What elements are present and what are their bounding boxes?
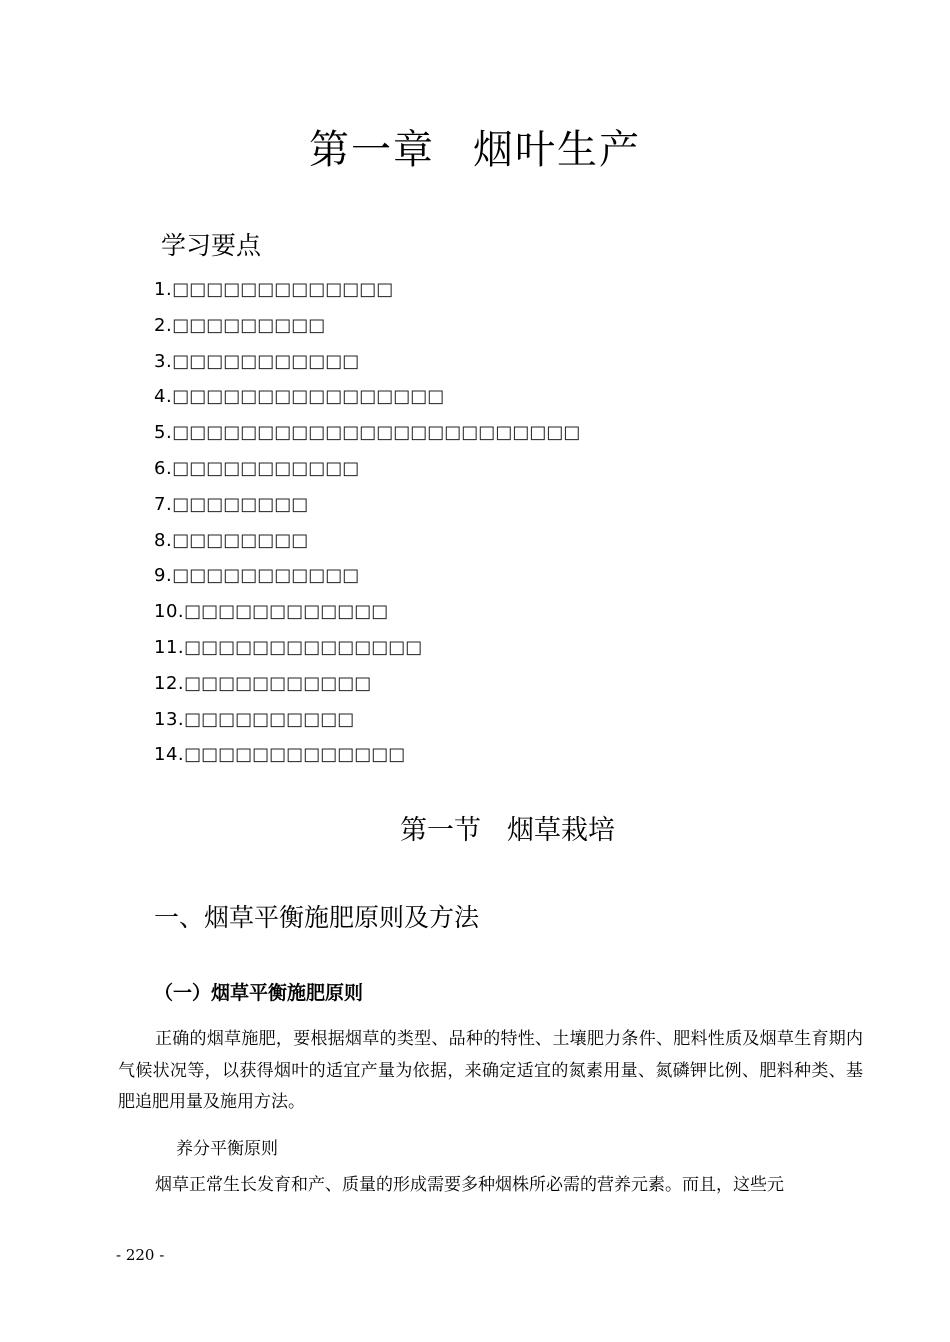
list-item: 9.□□□□□□□□□□□ bbox=[154, 565, 360, 587]
list-item: 3.□□□□□□□□□□□ bbox=[154, 350, 360, 372]
list-item: 8.□□□□□□□□ bbox=[154, 529, 309, 551]
section-title bbox=[0, 808, 950, 847]
list-item: 6.□□□□□□□□□□□ bbox=[154, 457, 360, 479]
paragraph-label: 养分平衡原则 bbox=[176, 1139, 278, 1159]
list-item: 1.□□□□□□□□□□□□□ bbox=[154, 279, 394, 300]
list-item: 2.□□□□□□□□□ bbox=[154, 314, 326, 336]
body-paragraph: 正确的烟草施肥，要根据烟草的类型、品种的特性、土壤肥力条件、肥料性质及烟草生育期内气候状况等，以获得烟叶的适宜产量为依据，来确定适宜的氮素用量、氮磷钾比例、肥料种类、基肥追肥用量及施用方法。 bbox=[118, 1029, 863, 1112]
list-item: 12.□□□□□□□□□□□ bbox=[154, 672, 372, 694]
section-name: 烟草栽培 bbox=[507, 815, 615, 846]
key-points-list bbox=[154, 276, 580, 777]
subsubsection-heading: （一）烟草平衡施肥原则 bbox=[154, 982, 364, 1004]
list-item: 11.□□□□□□□□□□□□□□ bbox=[154, 636, 423, 658]
list-item: 10.□□□□□□□□□□□□ bbox=[154, 601, 389, 623]
chapter-prefix: 第一章 bbox=[309, 127, 435, 173]
subsection-heading: 一、烟草平衡施肥原则及方法 bbox=[154, 903, 480, 932]
list-item: 5.□□□□□□□□□□□□□□□□□□□□□□□□ bbox=[154, 422, 581, 444]
key-points-heading: 学习要点 bbox=[161, 231, 262, 260]
list-item: 14.□□□□□□□□□□□□□ bbox=[154, 744, 406, 766]
section-prefix: 第一节 bbox=[400, 815, 481, 846]
list-item: 4.□□□□□□□□□□□□□□□□ bbox=[154, 386, 445, 408]
chapter-title bbox=[0, 118, 950, 175]
body-paragraph: 烟草正常生长发育和产、质量的形成需要多种烟株所必需的营养元素。而且，这些元 bbox=[155, 1175, 784, 1195]
list-item: 7.□□□□□□□□ bbox=[154, 493, 309, 515]
page-number: - 220 - bbox=[116, 1246, 165, 1264]
chapter-name: 烟叶生产 bbox=[473, 127, 641, 173]
list-item: 13.□□□□□□□□□□ bbox=[154, 708, 355, 730]
